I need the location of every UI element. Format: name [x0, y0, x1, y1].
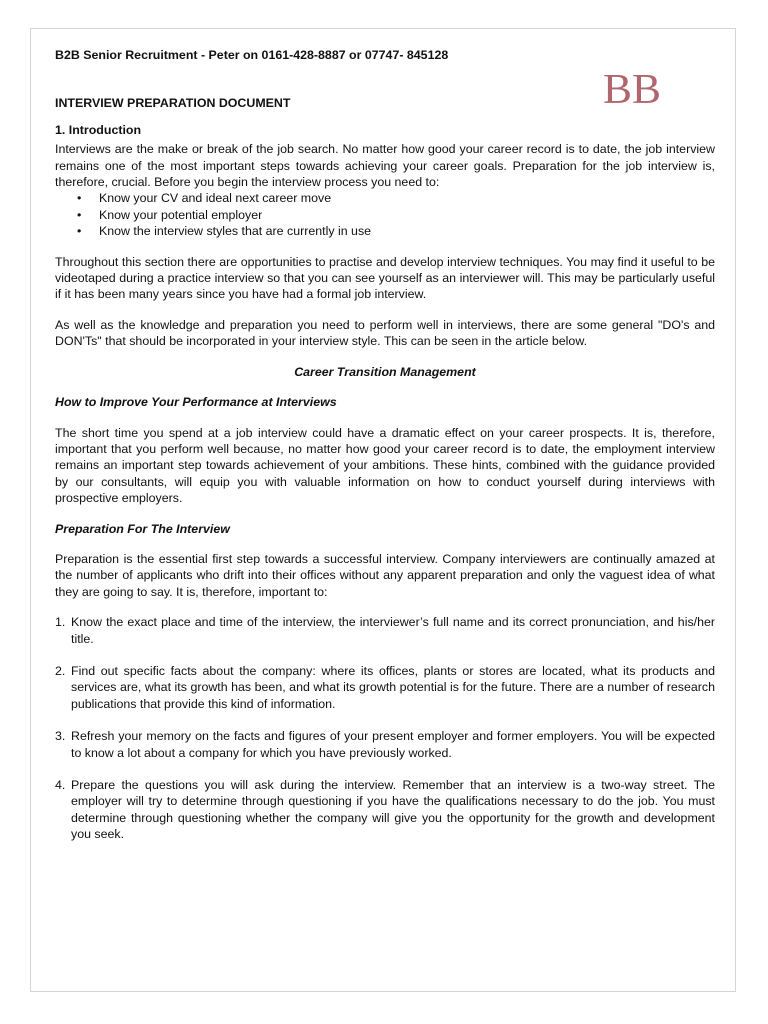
- intro-heading: 1. Introduction: [55, 122, 142, 137]
- intro-paragraph-2: Throughout this section there are opportunities to practise and develop interview techniques. You may find it useful to be videotaped during a practice interview so that you can see yourself as an interviewer will. This may be particularly useful if it has been many years since you have had a formal job interview.: [55, 254, 715, 302]
- step-item: [55, 614, 715, 647]
- bullet-item: • Know your potential employer: [99, 207, 715, 223]
- step-text: Prepare the questions you will ask during the interview. Remember that an interview is a two-way street. The employer will try to determine through questioning if you have the qualifications necessary to do the job. You must determine through questioning whether the company will give you the opportunity for the growth and development you seek.: [71, 778, 715, 842]
- article-title: Career Transition Management: [294, 364, 476, 379]
- preparation-heading: Preparation For The Interview: [55, 521, 230, 536]
- preparation-steps: [55, 614, 715, 842]
- step-text: Refresh your memory on the facts and figures of your present employer and former employers. You will be expected to know a lot about a company for which you have previously worked.: [71, 729, 715, 760]
- bullet-item: • Know your CV and ideal next career move: [99, 190, 715, 206]
- step-number: 2.: [55, 663, 66, 678]
- bullet-item: • Know the interview styles that are currently in use: [99, 223, 715, 239]
- article-paragraph: The short time you spend at a job interview could have a dramatic effect on your career prospects. It is, therefore, important that you perform well because, no matter how good your career record is to date, the employment interview remains an important step towards achievement of your ambitions. These hints, combined with the guidance provided by our consultants, will equip you with valuable information on how to conduct yourself during interviews with prospective employers.: [55, 425, 715, 506]
- intro-paragraph: Interviews are the make or break of the job search. No matter how good your career record is to date, the job interview remains one of the most important steps towards achieving your career goals. Preparation for the job interview is, therefore, crucial. Before you begin the interview process you need to:: [55, 142, 715, 190]
- document-body: [55, 47, 715, 859]
- step-item: [55, 663, 715, 712]
- step-number: 4.: [55, 778, 66, 792]
- intro-bullet-list: [55, 190, 715, 239]
- document-page: [30, 28, 736, 992]
- preparation-paragraph: Preparation is the essential first step towards a successful interview. Company interviewers are continually amazed at the number of applicants who drift into their offices without any apparent preparation and only the vaguest idea of what they are going to say. It is, therefore, important to:: [55, 551, 715, 599]
- step-number: 1.: [55, 615, 66, 630]
- step-text: Find out specific facts about the company: where its offices, plants or stores are located, what its products and services are, what its growth has been, and what its growth potential is for the future. There are a number of research publications that provide this kind of information.: [71, 663, 715, 711]
- step-item: [55, 777, 715, 843]
- step-number: 3.: [55, 729, 66, 744]
- step-text: Know the exact place and time of the interview, the interviewer’s full name and its correct pronunciation, and his/her title.: [71, 615, 715, 646]
- document-title: INTERVIEW PREPARATION DOCUMENT: [55, 96, 291, 111]
- intro-paragraph-3: As well as the knowledge and preparation you need to perform well in interviews, there are some general "DO's and DON'Ts" that should be incorporated in your interview style. This can be seen in the article below.: [55, 317, 715, 349]
- article-subtitle: How to Improve Your Performance at Interviews: [55, 395, 337, 410]
- svg-text:BB: BB: [603, 69, 661, 109]
- contact-header: B2B Senior Recruitment - Peter on 0161-428-8887 or 07747- 845128: [55, 48, 449, 62]
- step-item: [55, 728, 715, 761]
